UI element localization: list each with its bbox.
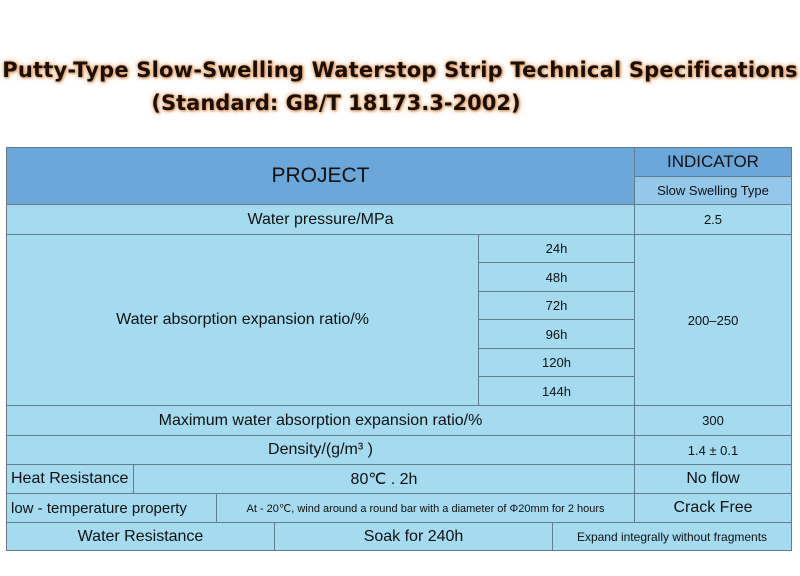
row-max-absorption-value: 300 bbox=[635, 406, 791, 436]
row-water-pressure-value: 2.5 bbox=[635, 205, 791, 235]
row-density-value: 1.4 ± 0.1 bbox=[635, 436, 791, 465]
header-indicator: INDICATOR bbox=[635, 148, 791, 177]
row-absorption-label: Water absorption expansion ratio/% bbox=[7, 235, 479, 406]
absorption-time-24h: 24h bbox=[479, 235, 635, 263]
row-max-absorption-label: Maximum water absorption expansion ratio/% bbox=[7, 406, 635, 436]
standard-subtitle: (Standard: GB/T 18173.3-2002) bbox=[151, 91, 521, 115]
row-water-pressure-label: Water pressure/MPa bbox=[7, 205, 635, 235]
absorption-time-96h: 96h bbox=[479, 320, 635, 349]
row-water-resistance-label: Water Resistance bbox=[7, 523, 275, 550]
absorption-time-120h: 120h bbox=[479, 349, 635, 377]
row-low-temp-value: Crack Free bbox=[635, 494, 791, 523]
absorption-time-72h: 72h bbox=[479, 292, 635, 320]
row-low-temp-label: low - temperature property bbox=[7, 494, 217, 523]
header-type: Slow Swelling Type bbox=[635, 177, 791, 205]
row-absorption-value: 200–250 bbox=[635, 235, 791, 406]
row-density-label: Density/(g/m³ ) bbox=[7, 436, 635, 465]
row-water-resistance-condition: Soak for 240h bbox=[275, 523, 553, 550]
page-title: Putty-Type Slow-Swelling Waterstop Strip Technical Specifications bbox=[2, 58, 798, 82]
absorption-time-144h: 144h bbox=[479, 377, 635, 406]
row-heat-value: No flow bbox=[635, 465, 791, 494]
row-heat-label: Heat Resistance bbox=[7, 465, 134, 494]
absorption-time-48h: 48h bbox=[479, 263, 635, 292]
row-low-temp-condition: At - 20℃, wind around a round bar with a diameter of Φ20mm for 2 hours bbox=[217, 494, 635, 523]
row-heat-condition: 80℃ . 2h bbox=[134, 465, 635, 494]
header-project: PROJECT bbox=[7, 148, 635, 205]
row-water-resistance-value: Expand integrally without fragments bbox=[576, 529, 768, 544]
spec-table bbox=[6, 147, 792, 551]
